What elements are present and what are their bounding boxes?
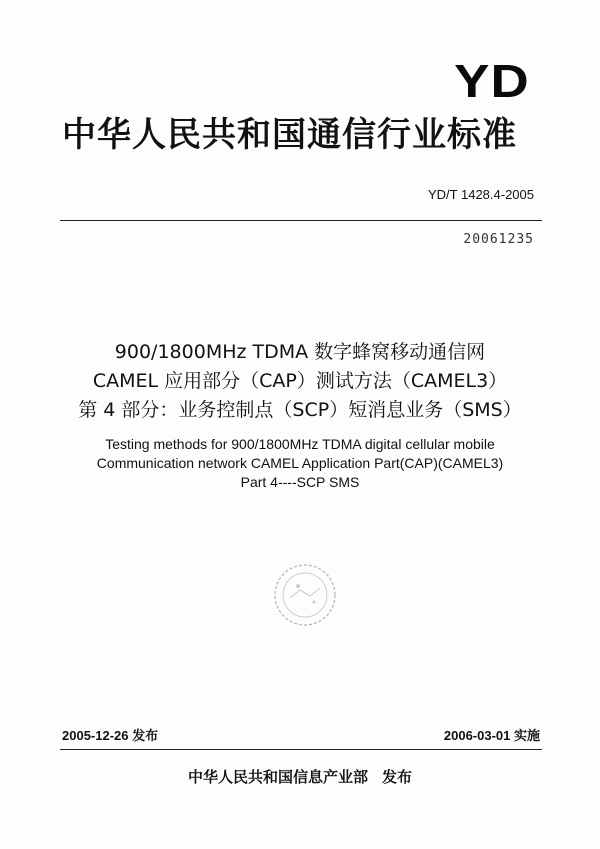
title-zh-line1: 900/1800MHz TDMA 数字蜂窝移动通信网	[114, 341, 486, 363]
org-title: 中华人民共和国通信行业标准	[62, 115, 517, 155]
publisher-action: 发布	[382, 768, 413, 786]
implement-date: 2006-03-01 实施	[443, 728, 540, 743]
title-zh-line3: 第 4 部分：业务控制点（SCP）短消息业务（SMS）	[78, 399, 522, 421]
stamp-number: 20061235	[463, 232, 534, 247]
publisher-name: 中华人民共和国信息产业部	[187, 768, 368, 786]
title-en-line3: Part 4----SCP SMS	[240, 474, 360, 490]
faint-seal-icon	[270, 560, 340, 630]
publisher-line	[0, 770, 600, 785]
top-divider	[60, 220, 542, 221]
title-en-line2: Communication network CAMEL Application Part(CAP)(CAMEL3)	[96, 455, 504, 471]
bottom-divider	[60, 749, 542, 750]
standard-number: YD/T 1428.4-2005	[428, 187, 534, 202]
title-en-line1: Testing methods for 900/1800MHz TDMA digital cellular mobile	[105, 436, 495, 452]
publish-date: 2005-12-26 发布	[62, 728, 159, 743]
yd-logo: YD	[454, 55, 530, 107]
title-zh-line2: CAMEL 应用部分（CAP）测试方法（CAMEL3）	[92, 370, 508, 392]
